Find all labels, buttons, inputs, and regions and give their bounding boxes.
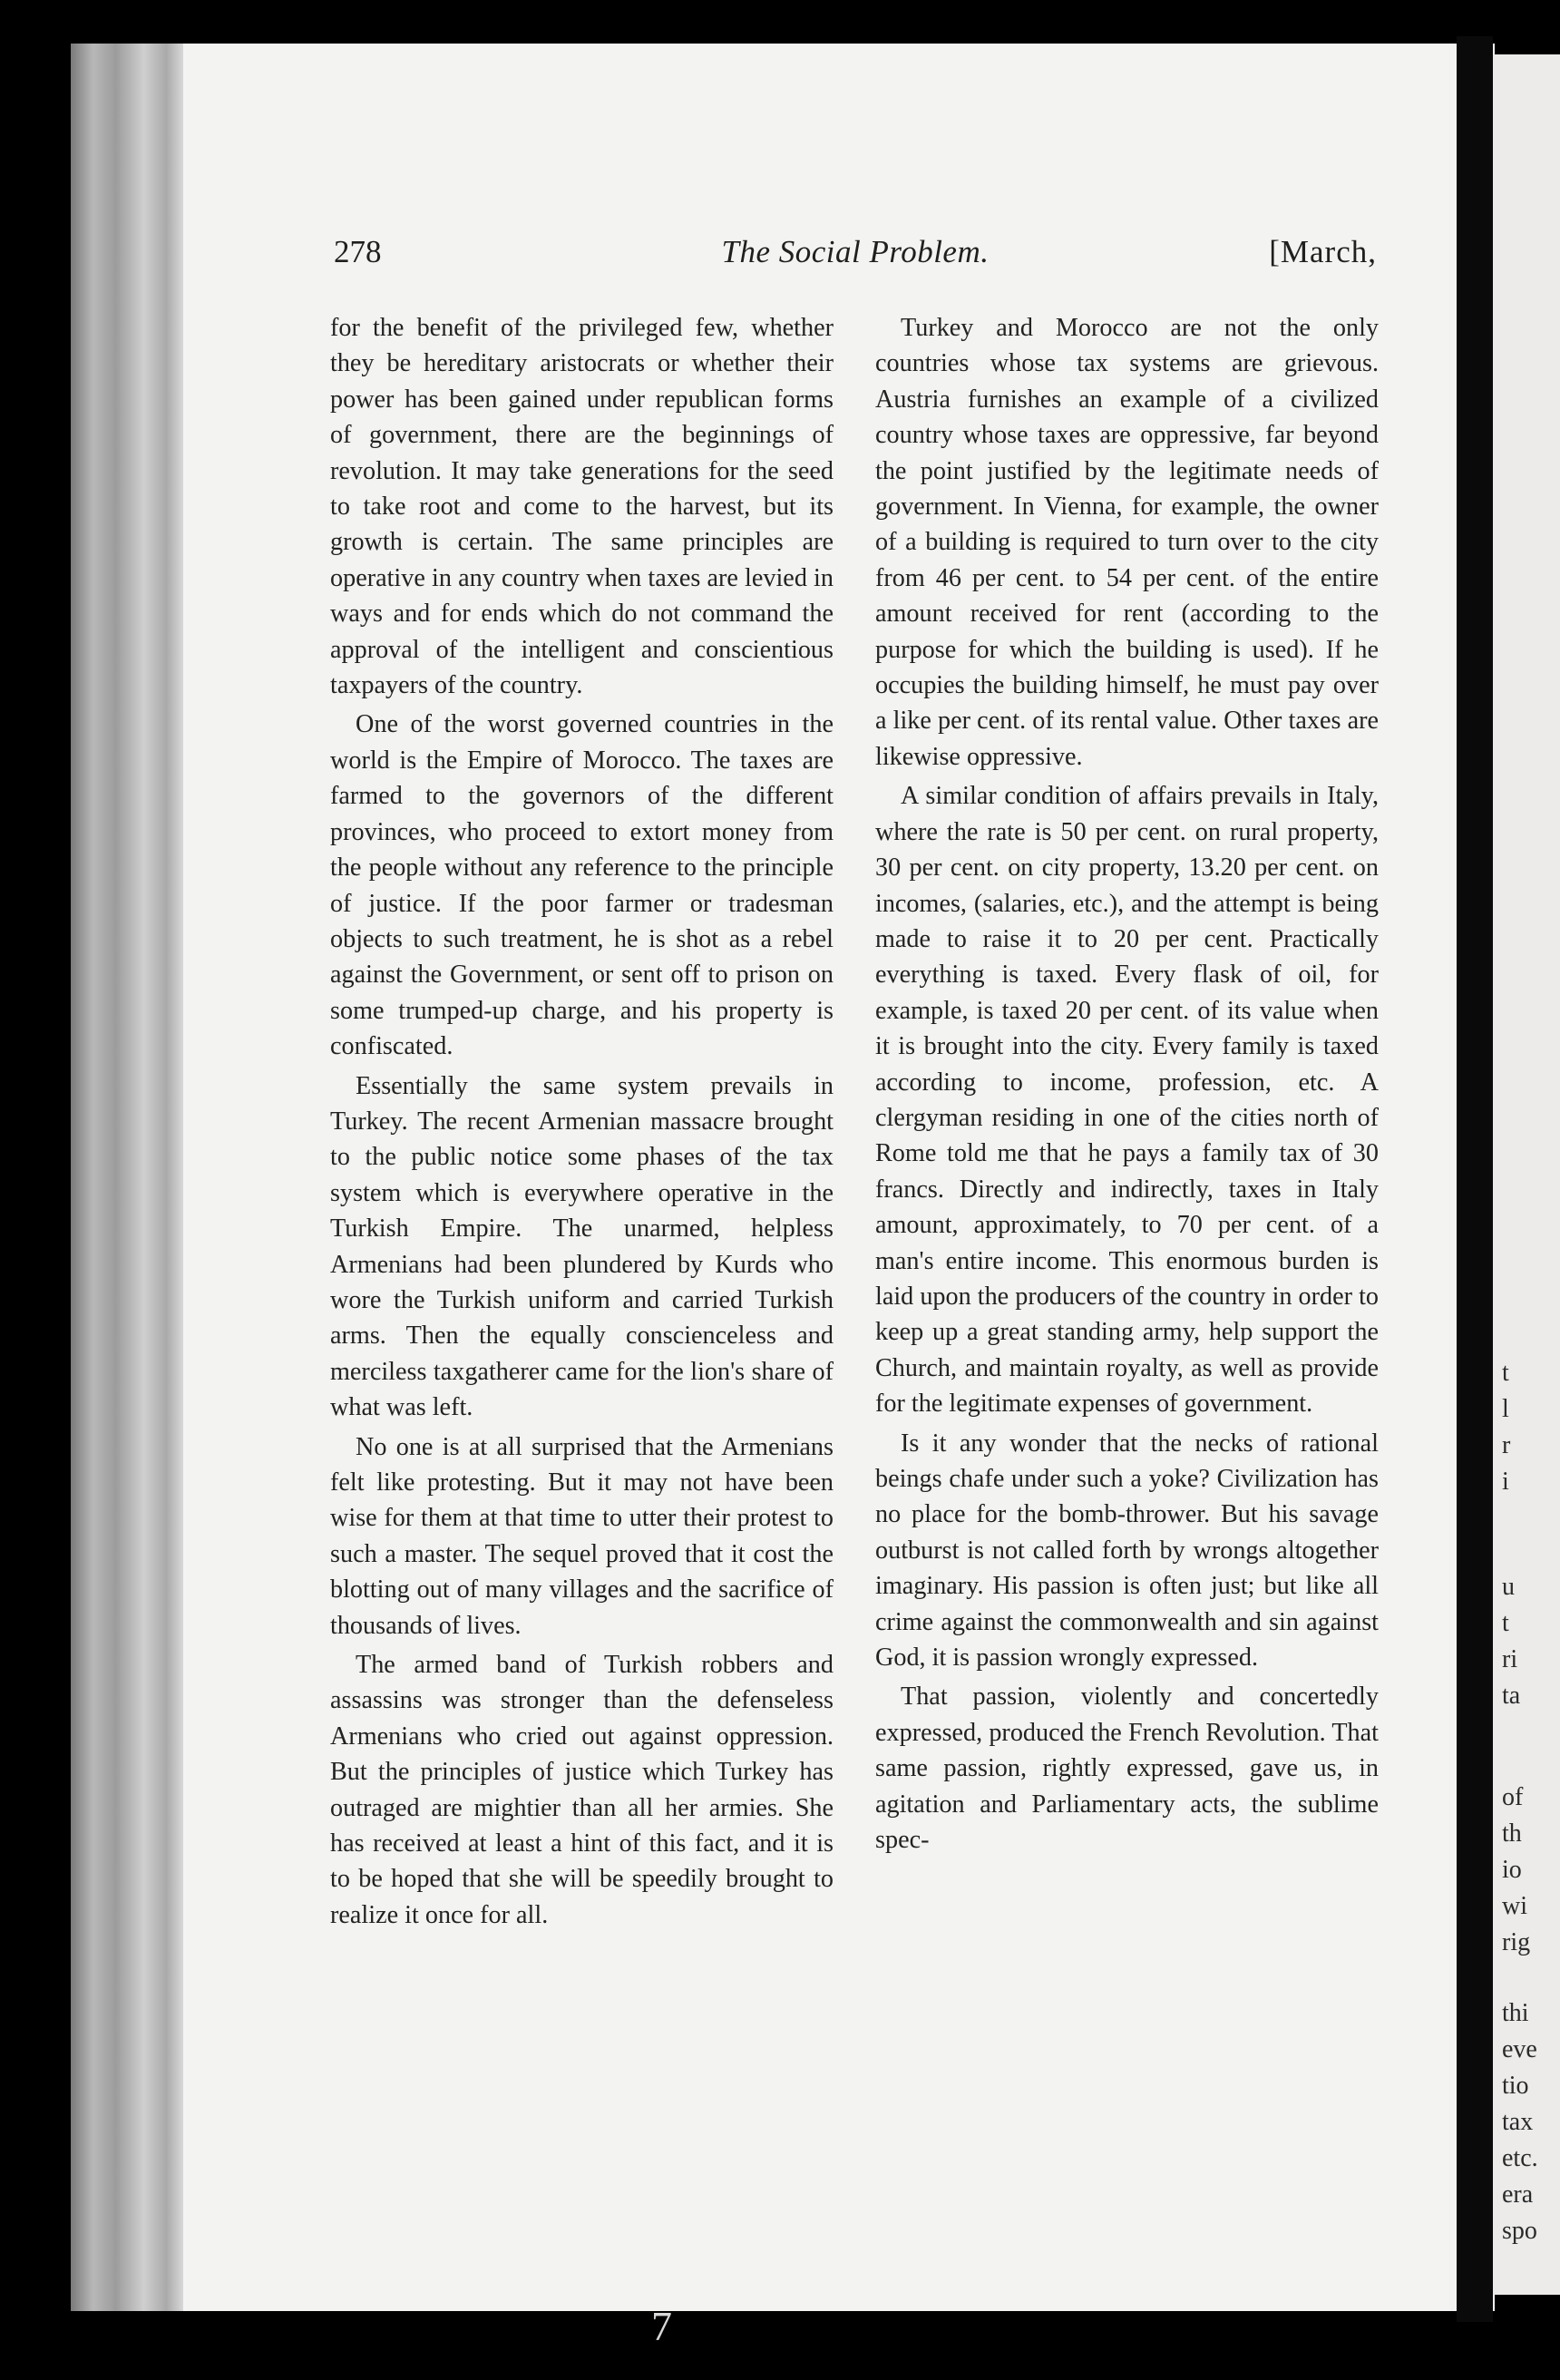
running-header <box>334 234 1377 278</box>
adjacent-page-fragment: l <box>1502 1395 1509 1423</box>
adjacent-page-fragment: wi <box>1502 1892 1527 1920</box>
paragraph: No one is at all surprised that the Armenians felt like protesting. But it may not have been wise for them at that time to utter their protest to such a master. The sequel proved that it cost the blotting out of many villages and the sacrifice of thousands of lives. <box>330 1432 834 1640</box>
right-text-column <box>875 310 1379 1861</box>
adjacent-page-fragment: ri <box>1502 1645 1518 1673</box>
adjacent-page-fragment: rig <box>1502 1928 1531 1956</box>
book-gutter-shadow <box>71 44 183 2311</box>
page-number: 278 <box>334 234 382 269</box>
adjacent-page-fragment: thi <box>1502 1999 1529 2027</box>
paragraph: for the benefit of the privileged few, whether they be hereditary aristocrats or whether their power has been gained under republican forms of government, there are the beginnings of revolution. It may take generations for the seed to take root and come to the harvest, but its growth is certain. The same principles are operative in any country when taxes are levied in ways and for ends which do not command the approval of the intelligent and conscientious taxpayers of the country. <box>330 314 834 700</box>
adjacent-page-fragment: io <box>1502 1856 1522 1884</box>
paragraph: A similar condition of affairs prevails in Italy, where the rate is 50 per cent. on rural property, 30 per cent. on city property, 13.20 per cent. on incomes, (salaries, etc.), and the attempt is being made to raise it to 20 per cent. Practically everything is taxed. Every flask of oil, for example, is taxed 20 per cent. of its value when it is brought into the city. Every family is taxed according to income, profession, etc. A clergyman residing in one of the cities north of Rome told me that he pays a family tax of 30 francs. Directly and indirectly, taxes in Italy amount, approximately, to 70 per cent. of a man's entire income. This enormous burden is laid upon the producers of the country in order to keep up a great standing army, help support the Church, and maintain royalty, as well as provide for the legitimate expenses of government. <box>875 782 1379 1419</box>
adjacent-page-fragment: u <box>1502 1573 1515 1601</box>
left-text-column <box>330 310 834 1936</box>
footer-mark: 7 <box>651 2303 672 2349</box>
paragraph: Is it any wonder that the necks of rational beings chafe under such a yoke? Civilization has no place for the bomb-thrower. But his savage outburst is not called forth by wrongs altogether imaginary. His passion is often just; but like all crime against the commonwealth and sin against God, it is passion wrongly expressed. <box>875 1429 1379 1673</box>
paragraph: That passion, violently and concertedly expressed, produced the French Revolution. That same passion, rightly expressed, gave us, in agitation and Parliamentary acts, the sublime spec- <box>875 1683 1379 1855</box>
running-title: The Social Problem. <box>721 234 990 269</box>
adjacent-page-fragment: tio <box>1502 2072 1529 2100</box>
adjacent-page-fragment: tax <box>1502 2108 1534 2136</box>
adjacent-page-fragment: t <box>1502 1359 1509 1387</box>
adjacent-page-fragment: r <box>1502 1431 1511 1459</box>
adjacent-page-fragment: i <box>1502 1468 1509 1496</box>
paragraph: One of the worst governed countries in the world is the Empire of Morocco. The taxes are farmed to the governors of the different provinces, who proceed to extort money from the people without any reference to the principle of justice. If the poor farmer or tradesman objects to such treatment, he is shot as a rebel against the Government, or sent off to prison on some trumped-up charge, and his property is confiscated. <box>330 710 834 1061</box>
adjacent-page-fragment: ta <box>1502 1682 1521 1710</box>
adjacent-page-fragment: spo <box>1502 2217 1537 2245</box>
paragraph: Essentially the same system prevails in Turkey. The recent Armenian massacre brought to the public notice some phases of the tax system which is everywhere operative in the Turkish Empire. The unarmed, helpless Armenians had been plundered by Kurds who wore the Turkish uniform and carried Turkish arms. Then the equally conscienceless and merciless taxgatherer came for the lion's share of what was left. <box>330 1071 834 1422</box>
adjacent-page-fragment: era <box>1502 2180 1534 2209</box>
paragraph: Turkey and Morocco are not the only countries whose tax systems are grievous. Austria furnishes an example of a civilized country whose taxes are oppressive, far beyond the point justified by the legitimate needs of government. In Vienna, for example, the owner of a building is required to turn over to the city from 46 per cent. to 54 per cent. of the entire amount received for rent (according to the purpose for which the building is used). If he occupies the building himself, he must pay over a like per cent. of its rental value. Other taxes are likewise oppressive. <box>875 314 1379 771</box>
adjacent-page-fragment: t <box>1502 1609 1509 1637</box>
adjacent-page-fragment: eve <box>1502 2035 1537 2063</box>
running-month: [March, <box>1269 234 1377 269</box>
page-edge-shadow <box>1457 36 1493 2322</box>
adjacent-page-fragment: th <box>1502 1819 1522 1848</box>
adjacent-page-fragment: of <box>1502 1783 1524 1811</box>
paragraph: The armed band of Turkish robbers and assassins was stronger than the defenseless Armenians who cried out against oppression. But the principles of justice which Turkey has outraged are mightier than all her armies. She has received at least a hint of this fact, and it is to be hoped that she will be speedily brought to realize it once for all. <box>330 1651 834 1929</box>
adjacent-page-edge <box>1493 54 1560 2295</box>
adjacent-page-fragment: etc. <box>1502 2144 1538 2172</box>
